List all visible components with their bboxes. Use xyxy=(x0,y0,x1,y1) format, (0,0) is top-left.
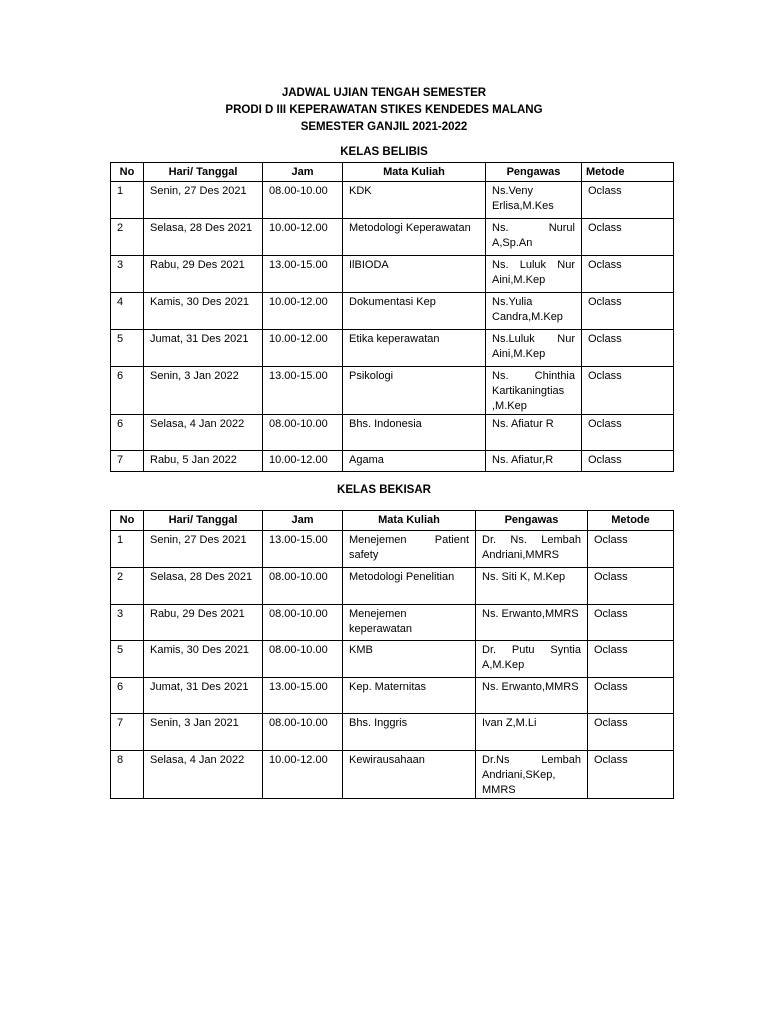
cell-jam: 08.00-10.00 xyxy=(263,605,343,641)
cell-pengawas: Ns.Luluk Nur Aini,M.Kep xyxy=(486,330,582,367)
cell-mata-kuliah: Menejemen keperawatan xyxy=(343,605,476,641)
cell-hari: Kamis, 30 Des 2021 xyxy=(144,293,263,330)
cell-no: 6 xyxy=(111,678,144,714)
cell-jam: 10.00-12.00 xyxy=(263,451,343,472)
cell-hari: Kamis, 30 Des 2021 xyxy=(144,641,263,678)
cell-no: 6 xyxy=(111,415,144,451)
cell-pengawas: Ns. Erwanto,MMRS xyxy=(476,678,588,714)
cell-metode: Oclass xyxy=(588,751,674,799)
header-jam: Jam xyxy=(263,163,343,182)
table-row xyxy=(111,293,674,330)
cell-mata-kuliah: Metodologi Keperawatan xyxy=(343,219,486,256)
cell-jam: 13.00-15.00 xyxy=(263,256,343,293)
cell-mata-kuliah: Metodologi Penelitian xyxy=(343,568,476,605)
header-pengawas: Pengawas xyxy=(486,163,582,182)
header-no: No xyxy=(111,163,144,182)
table-row xyxy=(111,256,674,293)
cell-jam: 08.00-10.00 xyxy=(263,568,343,605)
cell-metode: Oclass xyxy=(588,714,674,751)
cell-pengawas: Ns. Luluk Nur Aini,M.Kep xyxy=(486,256,582,293)
cell-mata-kuliah: Kewirausahaan xyxy=(343,751,476,799)
cell-mata-kuliah: KMB xyxy=(343,641,476,678)
header-metode: Metode xyxy=(582,163,674,182)
cell-jam: 08.00-10.00 xyxy=(263,182,343,219)
table-row xyxy=(111,367,674,415)
table-header-row xyxy=(111,511,674,531)
cell-pengawas: Dr. Putu Syntia A,M.Kep xyxy=(476,641,588,678)
cell-pengawas: Ns.Yulia Candra,M.Kep xyxy=(486,293,582,330)
table-header-row xyxy=(111,163,674,182)
table-row xyxy=(111,451,674,472)
document-title: JADWAL UJIAN TENGAH SEMESTER xyxy=(281,87,487,99)
cell-jam: 13.00-15.00 xyxy=(263,367,343,415)
cell-no: 2 xyxy=(111,219,144,256)
cell-hari: Selasa, 4 Jan 2022 xyxy=(144,415,263,451)
cell-jam: 08.00-10.00 xyxy=(263,714,343,751)
cell-jam: 10.00-12.00 xyxy=(263,219,343,256)
cell-no: 7 xyxy=(111,451,144,472)
cell-no: 1 xyxy=(111,531,144,568)
cell-mata-kuliah: Menejemen Patient safety xyxy=(343,531,476,568)
cell-jam: 13.00-15.00 xyxy=(263,678,343,714)
cell-metode: Oclass xyxy=(588,641,674,678)
cell-metode: Oclass xyxy=(582,293,674,330)
cell-jam: 10.00-12.00 xyxy=(263,751,343,799)
cell-hari: Jumat, 31 Des 2021 xyxy=(144,678,263,714)
cell-no: 8 xyxy=(111,751,144,799)
table-row xyxy=(111,605,674,641)
cell-hari: Selasa, 4 Jan 2022 xyxy=(144,751,263,799)
header-hari: Hari/ Tanggal xyxy=(144,163,263,182)
cell-hari: Rabu, 29 Des 2021 xyxy=(144,605,263,641)
table-row xyxy=(111,568,674,605)
cell-metode: Oclass xyxy=(582,451,674,472)
cell-jam: 13.00-15.00 xyxy=(263,531,343,568)
cell-mata-kuliah: KDK xyxy=(343,182,486,219)
cell-pengawas: Ns. Chinthia Kartikaningtias ,M.Kep xyxy=(486,367,582,415)
cell-mata-kuliah: Etika keperawatan xyxy=(343,330,486,367)
cell-metode: Oclass xyxy=(582,330,674,367)
cell-hari: Senin, 27 Des 2021 xyxy=(144,531,263,568)
cell-metode: Oclass xyxy=(588,531,674,568)
cell-pengawas: Dr. Ns. Lembah Andriani,MMRS xyxy=(476,531,588,568)
cell-mata-kuliah: Bhs. Inggris xyxy=(343,714,476,751)
cell-pengawas: Ns. Nurul A,Sp.An xyxy=(486,219,582,256)
cell-hari: Rabu, 29 Des 2021 xyxy=(144,256,263,293)
cell-mata-kuliah: Dokumentasi Kep xyxy=(343,293,486,330)
cell-mata-kuliah: Agama xyxy=(343,451,486,472)
cell-mata-kuliah: Kep. Maternitas xyxy=(343,678,476,714)
header-mata-kuliah: Mata Kuliah xyxy=(343,163,486,182)
cell-hari: Senin, 27 Des 2021 xyxy=(144,182,263,219)
header-no: No xyxy=(111,511,144,531)
cell-pengawas: Ns. Erwanto,MMRS xyxy=(476,605,588,641)
cell-no: 6 xyxy=(111,367,144,415)
cell-mata-kuliah: Psikologi xyxy=(343,367,486,415)
table-row xyxy=(111,415,674,451)
cell-jam: 10.00-12.00 xyxy=(263,293,343,330)
cell-pengawas: Ns.Veny Erlisa,M.Kes xyxy=(486,182,582,219)
header-mata-kuliah: Mata Kuliah xyxy=(343,511,476,531)
cell-pengawas: Ivan Z,M.Li xyxy=(476,714,588,751)
cell-metode: Oclass xyxy=(582,256,674,293)
table-row xyxy=(111,751,674,799)
cell-pengawas: Ns. Afiatur,R xyxy=(486,451,582,472)
header-jam: Jam xyxy=(263,511,343,531)
document-subtitle: PRODI D III KEPERAWATAN STIKES KENDEDES MALANG xyxy=(225,104,543,116)
cell-metode: Oclass xyxy=(588,678,674,714)
cell-metode: Oclass xyxy=(588,568,674,605)
cell-no: 5 xyxy=(111,641,144,678)
table-row xyxy=(111,714,674,751)
cell-metode: Oclass xyxy=(582,182,674,219)
header-metode: Metode xyxy=(588,511,674,531)
cell-hari: Selasa, 28 Des 2021 xyxy=(144,219,263,256)
table-row xyxy=(111,531,674,568)
cell-jam: 10.00-12.00 xyxy=(263,330,343,367)
header-hari: Hari/ Tanggal xyxy=(144,511,263,531)
cell-hari: Senin, 3 Jan 2021 xyxy=(144,714,263,751)
cell-no: 7 xyxy=(111,714,144,751)
cell-no: 3 xyxy=(111,256,144,293)
cell-no: 2 xyxy=(111,568,144,605)
cell-pengawas: Ns. Siti K, M.Kep xyxy=(476,568,588,605)
schedule-table-bekisar xyxy=(110,510,674,799)
table-row xyxy=(111,678,674,714)
schedule-table-belibis xyxy=(110,162,674,472)
cell-hari: Selasa, 28 Des 2021 xyxy=(144,568,263,605)
document-semester: SEMESTER GANJIL 2021-2022 xyxy=(300,121,468,133)
cell-jam: 08.00-10.00 xyxy=(263,415,343,451)
cell-no: 3 xyxy=(111,605,144,641)
cell-metode: Oclass xyxy=(588,605,674,641)
section-title-belibis: KELAS BELIBIS xyxy=(340,146,428,158)
cell-metode: Oclass xyxy=(582,219,674,256)
cell-jam: 08.00-10.00 xyxy=(263,641,343,678)
table-row xyxy=(111,219,674,256)
cell-mata-kuliah: IlBIODA xyxy=(343,256,486,293)
cell-metode: Oclass xyxy=(582,415,674,451)
cell-pengawas: Dr.Ns Lembah Andriani,SKep, MMRS xyxy=(476,751,588,799)
cell-hari: Jumat, 31 Des 2021 xyxy=(144,330,263,367)
table-row xyxy=(111,182,674,219)
cell-no: 5 xyxy=(111,330,144,367)
cell-pengawas: Ns. Afiatur R xyxy=(486,415,582,451)
cell-hari: Rabu, 5 Jan 2022 xyxy=(144,451,263,472)
section-title-bekisar: KELAS BEKISAR xyxy=(337,484,431,496)
cell-no: 1 xyxy=(111,182,144,219)
cell-mata-kuliah: Bhs. Indonesia xyxy=(343,415,486,451)
cell-no: 4 xyxy=(111,293,144,330)
table-row xyxy=(111,330,674,367)
table-row xyxy=(111,641,674,678)
cell-hari: Senin, 3 Jan 2022 xyxy=(144,367,263,415)
cell-metode: Oclass xyxy=(582,367,674,415)
header-pengawas: Pengawas xyxy=(476,511,588,531)
